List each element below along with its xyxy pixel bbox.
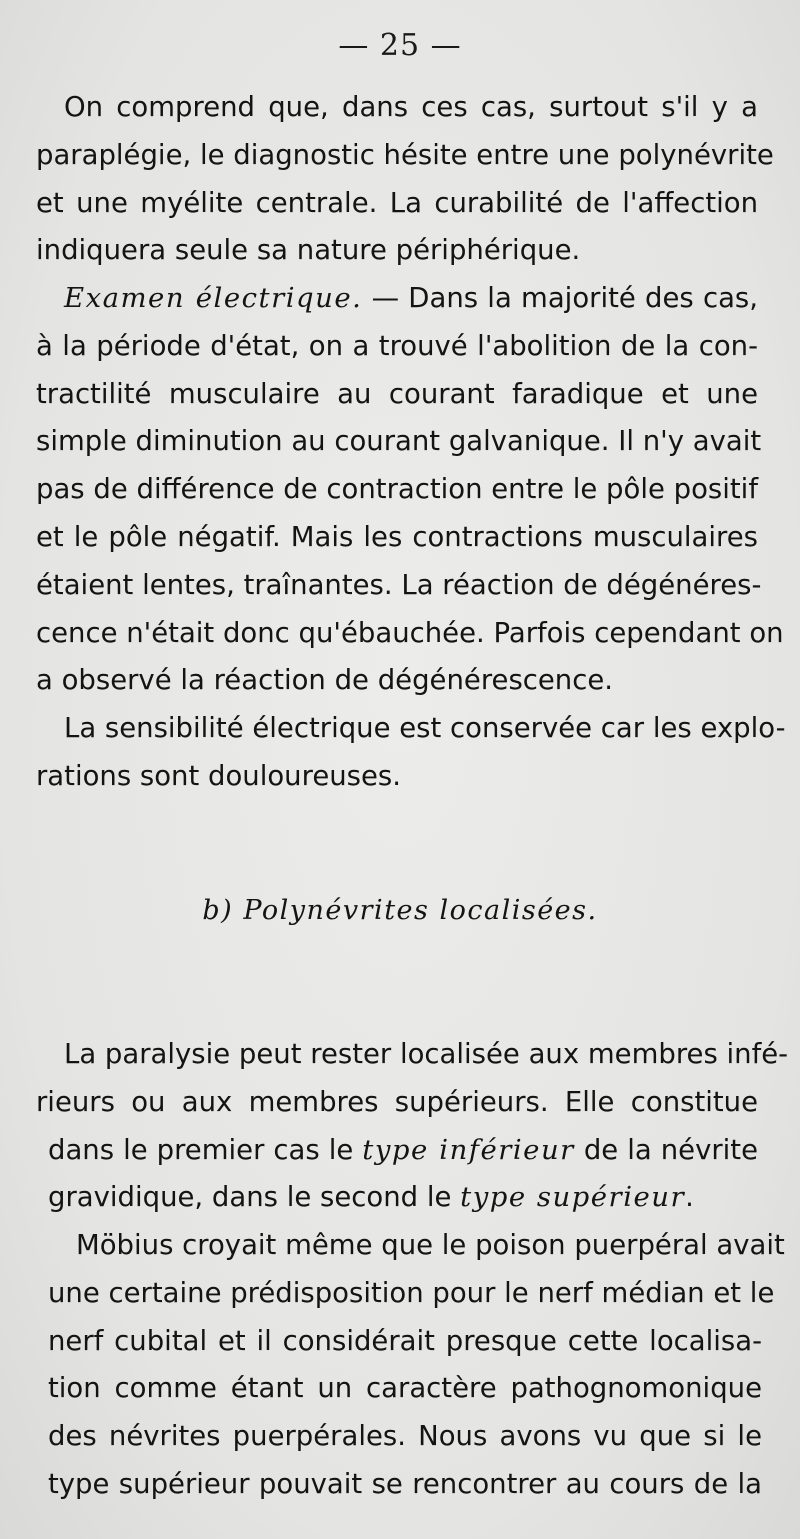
term-type-inferieur: type inférieur [362,1133,575,1166]
section-label: b) [202,895,234,926]
text-line: nerf cubital et il considérait presque cette localisa- [48,1324,762,1357]
text-line: La sensibilité électrique est conservée car les explo- [64,712,786,744]
section-title: Polynévrites localisées. [243,895,598,926]
paragraph-mobius [48,1222,785,1509]
text-fragment: . [685,1181,694,1214]
text-line [36,275,758,323]
paragraph-diagnostic [36,84,774,275]
text-line: une certaine prédisposition pour le nerf médian et le [48,1276,775,1309]
term-type-superieur: type supérieur [460,1181,686,1214]
paragraph-paralysie [36,1031,789,1222]
page-number: — 25 — [338,28,462,63]
text-line: a observé la réaction de dégénérescence. [36,664,614,697]
text-line [36,1127,758,1175]
paragraph-sensibilite [36,705,786,801]
paragraph-examen-electrique [36,275,784,705]
text-line: indiquera seule sa nature périphérique. [36,234,581,267]
text-fragment: — Dans la majorité des cas, [362,282,758,314]
text-fragment: de la névrite [574,1133,758,1166]
text-fragment: dans le premier cas le [48,1133,363,1166]
text-line: et le pôle négatif. Mais les contractions musculaires [36,520,758,553]
text-line: On comprend que, dans ces cas, surtout s'il y a [64,91,758,123]
text-line: pas de différence de contraction entre le pôle positif [36,473,758,506]
text-line: rations sont douloureuses. [36,759,401,792]
text-line: rieurs ou aux membres supérieurs. Elle constitue [36,1085,758,1118]
text-line: simple diminution au courant galvanique. Il n'y avait [36,425,762,458]
text-line: cence n'était donc qu'ébauchée. Parfois cependant on [36,616,784,649]
text-line [36,1174,758,1222]
subheading-examen-electrique: Examen électrique. [64,282,363,314]
text-line: à la période d'état, on a trouvé l'abolition de la con- [36,329,758,362]
text-fragment: gravidique, dans le second le [48,1181,461,1214]
text-line: Möbius croyait même que le poison puerpéral avait [76,1229,785,1261]
text-line: La paralysie peut rester localisée aux membres infé- [64,1038,789,1070]
text-line: et une myélite centrale. La curabilité de l'affection [36,186,758,219]
section-heading [0,895,800,926]
text-line: type supérieur pouvait se rencontrer au cours de la [48,1467,762,1500]
text-line: tractilité musculaire au courant faradique et une [36,377,758,410]
text-line: des névrites puerpérales. Nous avons vu que si le [48,1420,762,1453]
text-line: étaient lentes, traînantes. La réaction de dégénéres- [36,568,762,601]
text-line: paraplégie, le diagnostic hésite entre une polynévrite [36,138,774,171]
text-line: tion comme étant un caractère pathognomonique [48,1372,762,1405]
